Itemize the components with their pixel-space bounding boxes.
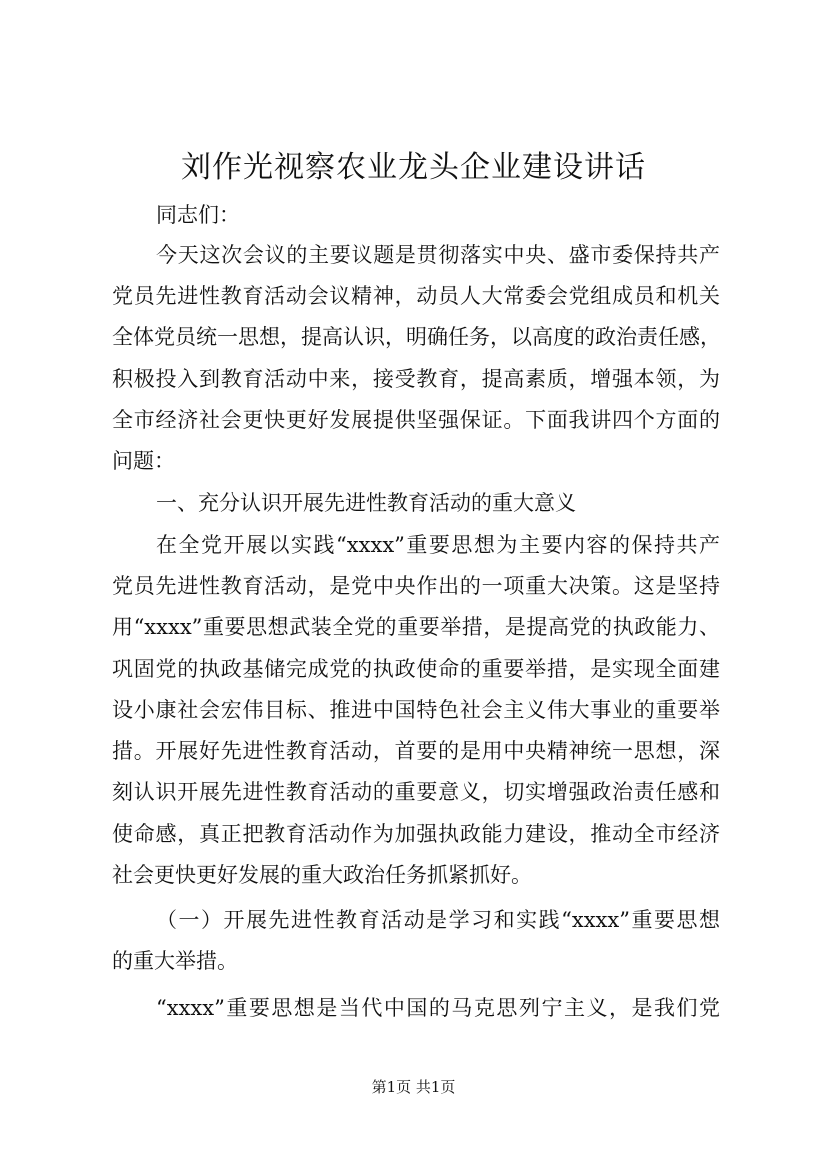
body-line: 党员先进性教育活动，是党中央作出的一项重大决策。这是坚持 <box>112 574 720 598</box>
body-line: 设小康社会宏伟目标、推进中国特色社会主义伟大事业的重要举 <box>112 698 720 722</box>
body-line: 在全党开展以实践“xxxx”重要思想为主要内容的保持共产 <box>156 533 720 557</box>
document-title: 刘作光视察农业龙头企业建设讲话 <box>181 150 646 185</box>
subsection-heading: （一）开展先进性教育活动是学习和实践“xxxx”重要思想 <box>156 908 720 932</box>
body-line: 巩固党的执政基储完成党的执政使命的重要举措，是实现全面建 <box>112 657 720 681</box>
body-line: 用“xxxx”重要思想武装全党的重要举措，是提高党的执政能力、 <box>112 615 720 639</box>
body-line: 今天这次会议的主要议题是贯彻落实中央、盛市委保持共产 <box>156 243 720 267</box>
body-line: 党员先进性教育活动会议精神，动员人大常委会党组成员和机关 <box>112 284 720 308</box>
body-line: 问题： <box>112 449 175 473</box>
subsection-heading: 的重大举措。 <box>112 949 238 973</box>
greeting-line: 同志们： <box>156 203 240 227</box>
body-line: 使命感，真正把教育活动作为加强执政能力建设，推动全市经济 <box>112 822 720 846</box>
section-heading: 一、充分认识开展先进性教育活动的重大意义 <box>156 491 576 515</box>
page-number-footer: 第1页 共1页 <box>371 1078 456 1096</box>
body-line: 社会更快更好发展的重大政治任务抓紧抓好。 <box>112 863 532 887</box>
body-line: 全体党员统一思想，提高认识，明确任务，以高度的政治责任感， <box>112 325 721 349</box>
body-line: 全市经济社会更快更好发展提供坚强保证。下面我讲四个方面的 <box>112 408 720 432</box>
body-line: 积极投入到教育活动中来，接受教育，提高素质，增强本领，为 <box>112 367 720 391</box>
body-line: 措。开展好先进性教育活动，首要的是用中央精神统一思想，深 <box>112 739 720 763</box>
body-line: 刻认识开展先进性教育活动的重要意义，切实增强政治责任感和 <box>112 780 720 804</box>
body-line: “xxxx”重要思想是当代中国的马克思列宁主义，是我们党 <box>156 996 720 1020</box>
